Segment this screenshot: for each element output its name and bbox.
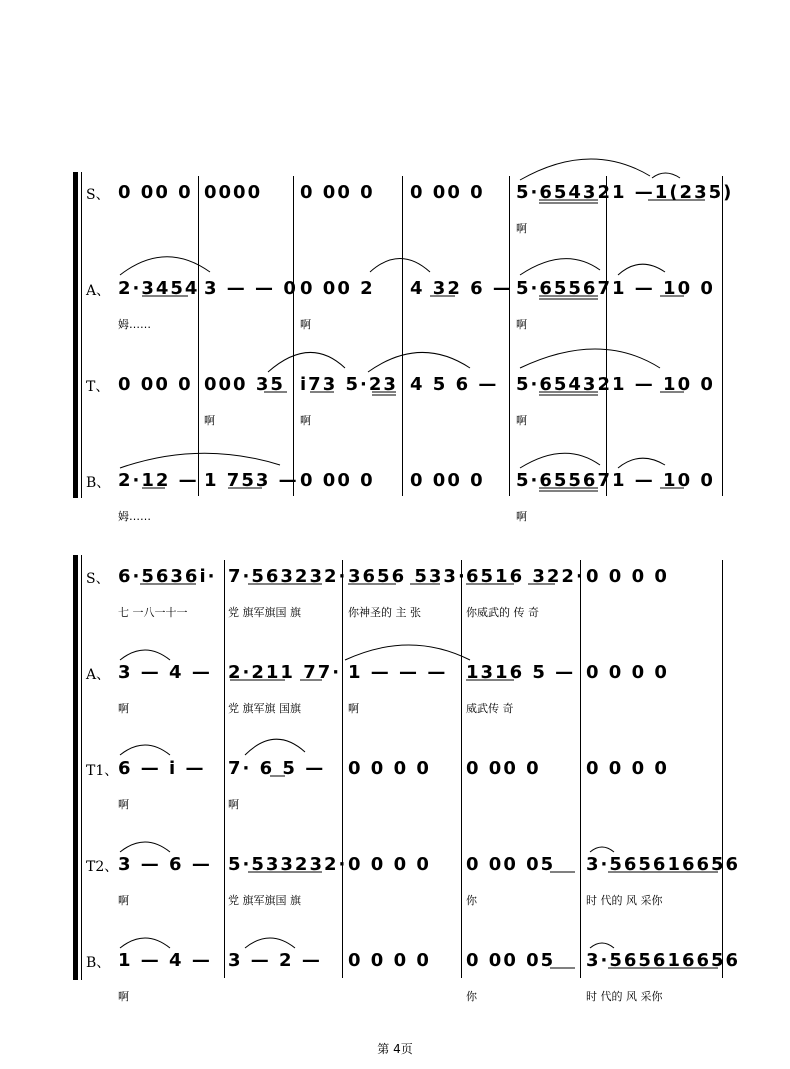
lyric-text: 啊 [516,318,527,331]
lyric-text: 啊 [516,414,527,427]
lyric-text: 啊 [228,798,239,811]
page-number: 第 4页 [377,1042,413,1056]
measure-notes: 6 — i — [118,758,206,779]
lyric-text: 啊 [516,510,527,523]
lyric-text: 啊 [348,702,359,715]
measure-notes: 5·65432 [516,374,612,395]
measure-notes: 0 00 0 [118,182,193,203]
measure-notes: 4 32 6 — [410,278,513,299]
measure-notes: 1 753 — [204,470,299,491]
measure-notes: 0 0 0 0 [586,758,669,779]
measure-notes: 0 00 0 [410,470,485,491]
measure-notes: 3 — 4 — [118,662,212,683]
measure-notes: 1 — 4 — [118,950,212,971]
measure-notes: 3 — — 0 [204,278,298,299]
measure-notes: 0 00 0 [300,182,375,203]
voice-label: A、 [86,667,111,683]
lyric-text: 啊 [204,414,215,427]
voice-label: T2、 [86,859,119,875]
lyric-text: 啊 [118,798,129,811]
measure-notes: 0 00 0 [118,374,193,395]
measure-notes: 000 35 [204,374,285,395]
voice-label: B、 [86,955,111,971]
lyric-text: 党 旗军旗国 旗 [228,606,301,619]
lyric-text: 时 代的 风 采你 [586,894,663,907]
voice-label: A、 [86,283,111,299]
measure-notes: 0 00 2 [300,278,375,299]
voice-label: S、 [86,571,110,587]
lyric-text: 你神圣的 主 张 [348,606,421,619]
measure-notes: 0 00 05 [466,854,556,875]
measure-notes: 0 0 0 0 [586,566,669,587]
lyric-text: 时 代的 风 采你 [586,990,663,1003]
lyric-text: 啊 [516,222,527,235]
lyric-text: 姆…… [118,318,151,331]
measure-notes: 0 0 0 0 [586,662,669,683]
lyric-text: 姆…… [118,510,151,523]
lyric-text: 你 [466,894,477,907]
measure-notes: 5·533232· [228,854,348,875]
measure-notes: 3656 533· [348,566,467,587]
voice-label: B、 [86,475,111,491]
measure-notes: 3·565616656 [586,854,741,875]
measure-notes: 1 —1(235) [612,182,734,203]
measure-notes: 5·65432 [516,182,612,203]
measure-notes: 0 00 0 [466,758,541,779]
measure-notes: 2·12 — [118,470,199,491]
measure-notes: 3 — 6 — [118,854,212,875]
lyric-text: 你威武的 传 奇 [466,606,539,619]
lyric-text: 你 [466,990,477,1003]
measure-notes: 7·563232· [228,566,348,587]
measure-notes: 0 00 0 [300,470,375,491]
measure-notes: 1 — 10 0 [612,278,715,299]
measure-notes: 0 00 05 [466,950,556,971]
lyric-text: 党 旗军旗 国旗 [228,702,301,715]
measure-notes: 3 — 2 — [228,950,322,971]
lyric-text: 七 一八一十一 [118,606,188,619]
measure-notes: 2·211 77· [228,662,342,683]
measure-notes: 0 0 0 0 [348,854,431,875]
lyric-text: 党 旗军旗国 旗 [228,894,301,907]
voice-label: T、 [86,379,110,395]
measure-notes: 5·65567 [516,278,612,299]
measure-notes: i73 5·23 [300,374,398,395]
lyric-text: 啊 [118,894,129,907]
measure-notes: 5·65567 [516,470,612,491]
measure-notes: 1316 5 — [466,662,576,683]
measure-notes: 1 — — — [348,662,448,683]
measure-notes: 0 0 0 0 [348,758,431,779]
measure-notes: 1 — 10 0 [612,470,715,491]
lyric-text: 啊 [300,318,311,331]
measure-notes: 3·565616656 [586,950,741,971]
measure-notes: 1 — 10 0 [612,374,715,395]
measure-notes: 2·3454 [118,278,200,299]
voice-label: S、 [86,187,110,203]
measure-notes: 7· 6 5 — [228,758,326,779]
lyric-text: 啊 [300,414,311,427]
measure-notes: 0 0 0 0 [348,950,431,971]
measure-notes: 4 5 6 — [410,374,499,395]
measure-notes: 6·5636i· [118,566,217,587]
lyric-text: 威武传 奇 [466,702,514,715]
measure-notes: 0 00 0 [410,182,485,203]
lyric-text: 啊 [118,702,129,715]
measure-notes: 6516 322· [466,566,585,587]
measure-notes: 0000 [204,182,263,203]
voice-label: T1、 [86,763,119,779]
lyric-text: 啊 [118,990,129,1003]
